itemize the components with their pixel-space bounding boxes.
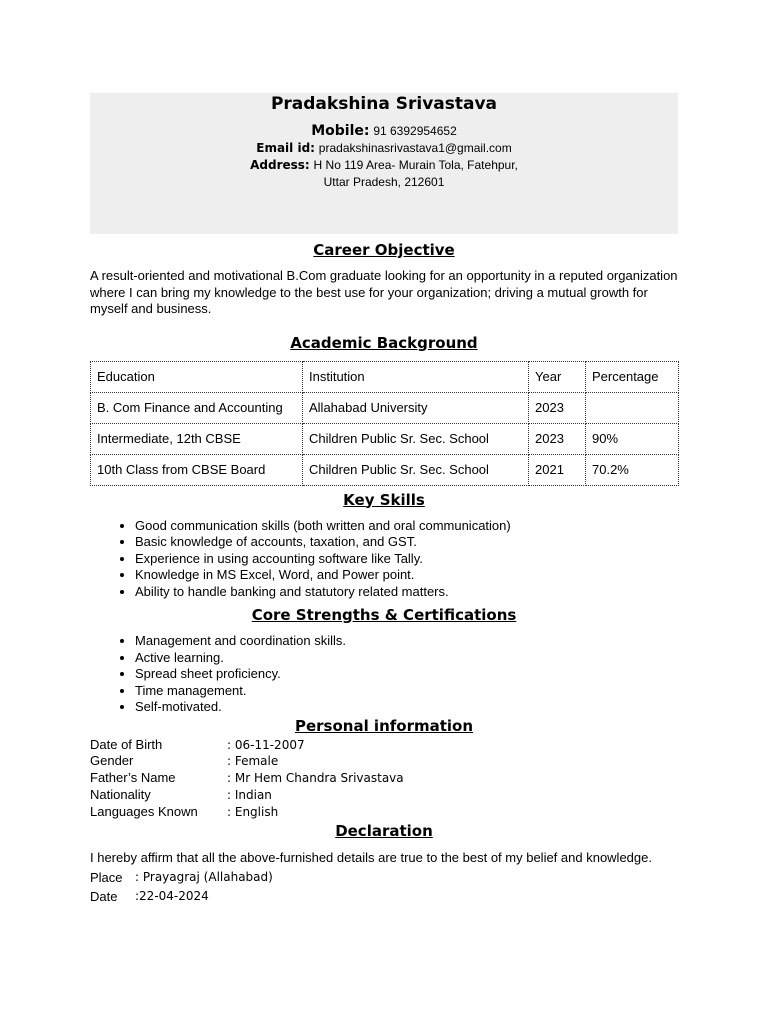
- table-cell: 10th Class from CBSE Board: [91, 454, 303, 485]
- table-cell: [586, 392, 679, 423]
- info-row: [90, 804, 678, 821]
- table-cell: Children Public Sr. Sec. School: [303, 423, 529, 454]
- resume-page: [90, 93, 678, 906]
- table-header-cell: Institution: [303, 361, 529, 392]
- list-item: • Active learning.: [135, 650, 678, 667]
- list-item: • Good communication skills (both written and oral communication): [135, 518, 678, 535]
- core-strengths-heading: Core Strengths & Certifications: [251, 606, 517, 624]
- list-item: • Knowledge in MS Excel, Word, and Power point.: [135, 567, 678, 584]
- list-item: • Management and coordination skills.: [135, 633, 678, 650]
- table-row: [91, 423, 679, 454]
- key-skills-list: [90, 518, 678, 601]
- address-line-2: [90, 174, 678, 191]
- mobile-line: [90, 123, 678, 140]
- info-label: Father’s Name: [90, 770, 176, 786]
- table-header-row: [91, 361, 679, 392]
- mobile-label: Mobile:: [311, 123, 370, 139]
- info-label: Languages Known: [90, 803, 198, 819]
- declaration-heading: Declaration: [335, 822, 433, 841]
- table-header-cell: Education: [91, 361, 303, 392]
- table-cell: 2023: [529, 423, 586, 454]
- info-label: Date of Birth: [90, 736, 163, 752]
- address-line: [90, 157, 678, 174]
- table-row: [91, 454, 679, 485]
- table-cell: B. Com Finance and Accounting: [91, 392, 303, 423]
- academic-heading: Academic Background: [290, 333, 478, 352]
- declaration-text: I hereby affirm that all the above-furnished details are true to the best of my belief and knowledge.: [90, 850, 652, 866]
- place-value: : Prayagraj (Allahabad): [135, 869, 273, 884]
- table-header-cell: Percentage: [586, 361, 679, 392]
- mobile-value: 91 6392954652: [373, 124, 457, 138]
- list-item: • Self-motivated.: [135, 699, 678, 716]
- table-cell: Allahabad University: [303, 392, 529, 423]
- info-value: : 06-11-2007: [227, 737, 305, 752]
- table-cell: 90%: [586, 423, 679, 454]
- list-item: • Ability to handle banking and statutory related matters.: [135, 584, 678, 601]
- info-row: [90, 753, 678, 770]
- table-cell: Intermediate, 12th CBSE: [91, 423, 303, 454]
- email-value: pradakshinasrivastava1@gmail.com: [318, 141, 512, 155]
- table-cell: 2021: [529, 454, 586, 485]
- table-row: [91, 392, 679, 423]
- address-label: Address:: [250, 158, 310, 172]
- info-label: Nationality: [90, 786, 151, 802]
- career-objective-text: A result-oriented and motivational B.Com graduate looking for an opportunity in a reputed organization where I can bring my knowledge to the best use for your organization; driving a mutual growth for myself and business.: [90, 268, 678, 316]
- info-row: [90, 787, 678, 804]
- place-label: Place: [90, 869, 123, 885]
- candidate-name: Pradakshina Srivastava: [270, 94, 498, 114]
- info-row: [90, 770, 678, 787]
- date-row: [90, 887, 678, 906]
- list-item: • Basic knowledge of accounts, taxation, and GST.: [135, 534, 678, 551]
- academic-table: [90, 361, 679, 486]
- list-item: • Spread sheet proficiency.: [135, 666, 678, 683]
- email-label: Email id:: [256, 141, 315, 155]
- list-item: • Time management.: [135, 683, 678, 700]
- core-strengths-list: [90, 633, 678, 716]
- address-line1: H No 119 Area- Murain Tola, Fatehpur,: [313, 158, 518, 172]
- address-line2: Uttar Pradesh, 212601: [323, 175, 445, 189]
- career-objective-heading: Career Objective: [313, 241, 455, 259]
- info-value: : Mr Hem Chandra Srivastava: [227, 771, 404, 786]
- header-box: [90, 93, 678, 234]
- list-item: • Experience in using accounting software like Tally.: [135, 551, 678, 568]
- table-cell: 2023: [529, 392, 586, 423]
- table-header-cell: Year: [529, 361, 586, 392]
- personal-info-list: [90, 737, 678, 821]
- info-value: : English: [227, 804, 279, 819]
- info-value: : Female: [227, 754, 279, 769]
- info-label: Gender: [90, 753, 134, 769]
- email-line: [90, 140, 678, 157]
- info-value: : Indian: [227, 787, 272, 802]
- date-value: :22-04-2024: [135, 888, 209, 903]
- date-label: Date: [90, 888, 118, 904]
- info-row: [90, 737, 678, 754]
- key-skills-heading: Key Skills: [343, 490, 425, 509]
- table-cell: 70.2%: [586, 454, 679, 485]
- personal-info-heading: Personal information: [294, 716, 474, 735]
- table-cell: Children Public Sr. Sec. School: [303, 454, 529, 485]
- place-row: [90, 868, 678, 887]
